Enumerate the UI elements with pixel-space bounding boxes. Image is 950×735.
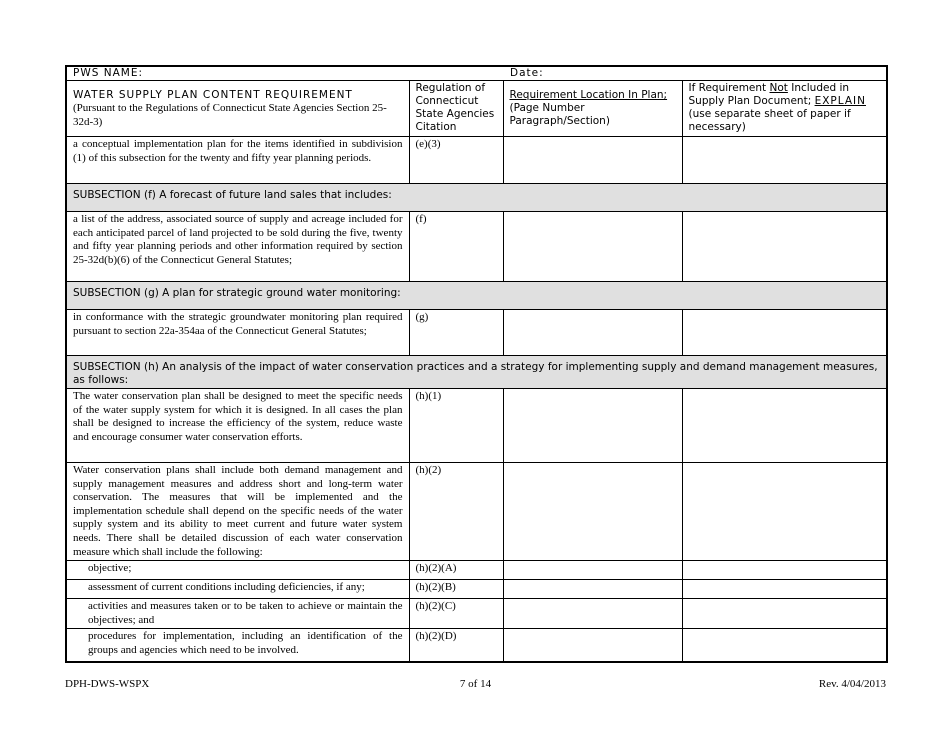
subsection-header-row [66,282,887,310]
location-entry-cell[interactable] [503,310,682,356]
requirement-text: procedures for implementation, including an identification of the groups and agencies which need to be involved. [66,629,409,662]
requirement-row [66,561,887,580]
subsection-title: SUBSECTION (g) A plan for strategic ground water monitoring: [66,282,887,310]
requirement-citation: (h)(1) [409,389,503,463]
requirement-citation: (h)(2)(B) [409,580,503,599]
location-entry-cell[interactable] [503,137,682,184]
form-id: DPH-DWS-WSPX [65,678,150,690]
location-entry-cell[interactable] [503,629,682,662]
requirement-row [66,212,887,282]
requirement-text: objective; [66,561,409,580]
content-requirement-subtitle: (Pursuant to the Regulations of Connecticut State Agencies Section 25-32d-3) [73,102,387,128]
subsection-title: SUBSECTION (f) A forecast of future land sales that includes: [66,184,887,212]
pws-name-label: PWS NAME: [73,67,143,79]
requirement-text: assessment of current conditions including deficiencies, if any; [66,580,409,599]
requirement-row [66,463,887,561]
location-title: Requirement Location In Plan; [509,89,668,101]
requirement-text: a conceptual implementation plan for the items identified in subdivision (1) of this subsection for the twenty and fifty year planning periods. [66,137,409,184]
requirements-table [65,65,888,663]
requirement-row [66,580,887,599]
location-entry-cell[interactable] [503,599,682,629]
requirement-text: Water conservation plans shall include both demand management and supply management measures and address short and long-term water conservation. The measures that will be implemented and the implementation schedule shall depend on the specific needs of the water supply system and its ability to meet current and future water system needs. There shall be detailed discussion of each water conservation measure which shall include the following: [66,463,409,561]
requirement-text: in conformance with the strategic groundwater monitoring plan required pursuant to section 22a-354aa of the Connecticut General Statutes; [66,310,409,356]
header-citation: Regulation of Connecticut State Agencies Citation [409,81,503,137]
header-content-requirement [66,81,409,137]
requirement-text: a list of the address, associated source of supply and acreage included for each anticipated parcel of land projected to be sold during the five, twenty and fifty year planning periods and other information required by section 25-32d(b)(6) of the Connecticut General Statutes; [66,212,409,282]
requirement-citation: (h)(2)(A) [409,561,503,580]
location-entry-cell[interactable] [503,580,682,599]
explanation-entry-cell[interactable] [682,212,887,282]
requirement-citation: (e)(3) [409,137,503,184]
location-entry-cell[interactable] [503,463,682,561]
location-subtitle: (Page Number Paragraph/Section) [509,102,610,127]
requirement-citation: (g) [409,310,503,356]
location-entry-cell[interactable] [503,389,682,463]
requirement-row [66,389,887,463]
requirement-citation: (h)(2)(D) [409,629,503,662]
page-footer [65,678,886,694]
header-not-included [682,81,887,137]
requirement-text: The water conservation plan shall be designed to meet the specific needs of the water supply system for which it is designed. In all cases the plan shall be designed to increase the efficiency of the system, reduce waste and encourage consumer water conservation efforts. [66,389,409,463]
location-entry-cell[interactable] [503,561,682,580]
not-included-text-mid: Included in Supply Plan Document; [688,82,850,107]
requirement-citation: (h)(2)(C) [409,599,503,629]
pws-name-row [66,66,887,81]
location-entry-cell[interactable] [503,212,682,282]
explanation-entry-cell[interactable] [682,463,887,561]
explanation-entry-cell[interactable] [682,561,887,580]
revision-date: Rev. 4/04/2013 [818,678,886,690]
explanation-entry-cell[interactable] [682,389,887,463]
explanation-entry-cell[interactable] [682,629,887,662]
date-label: Date: [510,67,544,79]
not-included-not: Not [769,82,788,94]
requirement-text: activities and measures taken or to be taken to achieve or maintain the objectives; and [66,599,409,629]
subsection-header-row [66,184,887,212]
subsection-header-row [66,356,887,389]
explanation-entry-cell[interactable] [682,599,887,629]
content-requirement-title: WATER SUPPLY PLAN CONTENT REQUIREMENT [73,89,353,101]
explanation-entry-cell[interactable] [682,580,887,599]
subsection-title: SUBSECTION (h) An analysis of the impact of water conservation practices and a strategy for implementing supply and demand management measures, as follows: [66,356,887,389]
page-number: 7 of 14 [459,678,492,690]
column-header-row [66,81,887,137]
requirement-row [66,137,887,184]
not-included-text: If Requirement [688,82,770,94]
requirement-citation: (h)(2) [409,463,503,561]
not-included-text-post: (use separate sheet of paper if necessary) [688,108,851,133]
requirement-citation: (f) [409,212,503,282]
explanation-entry-cell[interactable] [682,137,887,184]
requirement-row [66,599,887,629]
not-included-explain: EXPLAIN [814,95,866,107]
requirement-row [66,310,887,356]
requirements-form [65,65,886,663]
requirement-row [66,629,887,662]
header-location [503,81,682,137]
explanation-entry-cell[interactable] [682,310,887,356]
